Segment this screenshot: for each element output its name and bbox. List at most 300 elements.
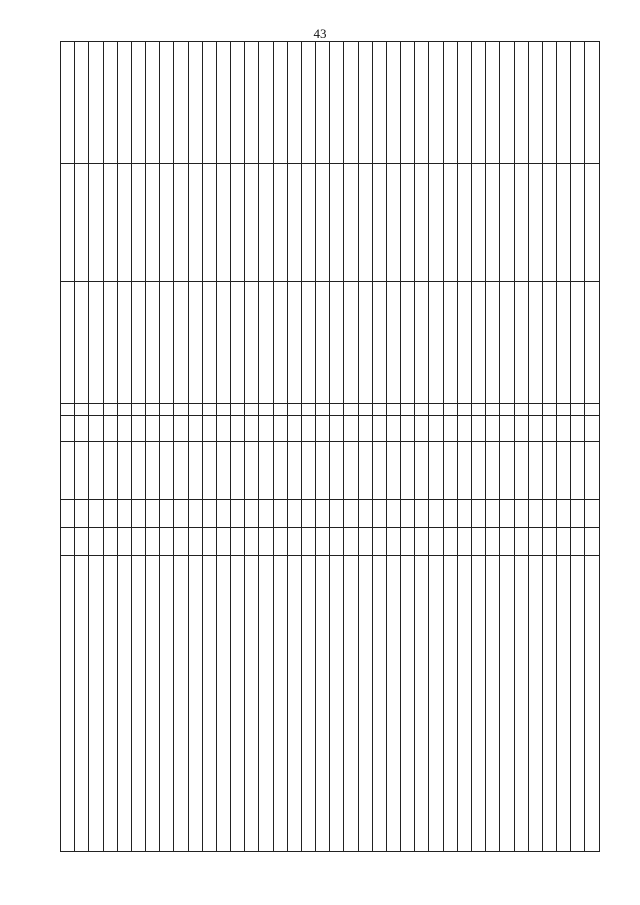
table-row (500, 42, 514, 852)
table-cell (301, 528, 315, 556)
table-row (188, 42, 202, 852)
table-cell (131, 404, 145, 416)
table-cell (386, 282, 400, 404)
table-cell (500, 404, 514, 416)
table-cell (146, 500, 160, 528)
table-row (585, 42, 600, 852)
table-cell (571, 442, 585, 500)
table-cell (372, 528, 386, 556)
table-cell (287, 416, 301, 442)
table-cell (471, 282, 485, 404)
table-cell (401, 282, 415, 404)
table-cell (557, 282, 571, 404)
table-cell (160, 282, 174, 404)
table-cell (557, 404, 571, 416)
table-cell (188, 164, 202, 282)
table-cell (75, 164, 89, 282)
table-cell (557, 528, 571, 556)
table-cell (542, 164, 556, 282)
table-cell (457, 528, 471, 556)
table-cell (160, 500, 174, 528)
table-cell (188, 416, 202, 442)
table-row (216, 42, 230, 852)
table-cell (103, 556, 117, 852)
rotated-table-container (60, 42, 600, 852)
table-cell (415, 404, 429, 416)
table-cell (330, 442, 344, 500)
table-cell (273, 500, 287, 528)
table-cell (401, 164, 415, 282)
table-cell (231, 404, 245, 416)
table-cell (301, 42, 315, 164)
table-cell (131, 500, 145, 528)
table-cell (131, 416, 145, 442)
table-cell (557, 500, 571, 528)
table-cell (245, 164, 259, 282)
table-cell (89, 282, 103, 404)
table-cell (386, 556, 400, 852)
table-row (117, 42, 131, 852)
table-cell (117, 164, 131, 282)
table-cell (89, 528, 103, 556)
table-cell (571, 416, 585, 442)
table-cell (528, 282, 542, 404)
table-cell (571, 556, 585, 852)
table-cell (514, 164, 528, 282)
table-cell (216, 442, 230, 500)
table-cell (471, 442, 485, 500)
table-cell (89, 500, 103, 528)
table-cell (89, 442, 103, 500)
table-cell (131, 528, 145, 556)
table-cell (585, 500, 600, 528)
table-cell (401, 528, 415, 556)
table-cell (443, 528, 457, 556)
table-cell (372, 556, 386, 852)
table-cell (486, 442, 500, 500)
table-cell (514, 556, 528, 852)
table-cell (471, 416, 485, 442)
table-cell (75, 556, 89, 852)
table-cell (344, 404, 358, 416)
table-cell (415, 500, 429, 528)
table-cell (287, 42, 301, 164)
table-cell (330, 416, 344, 442)
table-cell (287, 164, 301, 282)
table-cell (259, 282, 273, 404)
table-cell (372, 164, 386, 282)
table-cell (358, 416, 372, 442)
table-row (287, 42, 301, 852)
table-cell (500, 42, 514, 164)
table-cell (89, 164, 103, 282)
table-cell (457, 282, 471, 404)
table-cell (188, 500, 202, 528)
table-cell (457, 404, 471, 416)
table-cell (202, 500, 216, 528)
table-cell (117, 416, 131, 442)
table-cell (486, 282, 500, 404)
table-cell (372, 442, 386, 500)
table-cell (358, 282, 372, 404)
table-cell (301, 556, 315, 852)
table-row (89, 42, 103, 852)
table-cell (61, 42, 75, 164)
table-cell (202, 42, 216, 164)
table-cell (571, 42, 585, 164)
table-cell (500, 164, 514, 282)
table-cell (259, 42, 273, 164)
table-cell (500, 528, 514, 556)
table-cell (372, 42, 386, 164)
table-cell (231, 500, 245, 528)
table-cell (245, 42, 259, 164)
table-cell (344, 416, 358, 442)
table-cell (500, 416, 514, 442)
table-cell (287, 500, 301, 528)
table-cell (316, 416, 330, 442)
table-cell (245, 282, 259, 404)
table-cell (557, 442, 571, 500)
table-row (146, 42, 160, 852)
table-cell (188, 282, 202, 404)
table-cell (259, 442, 273, 500)
table-cell (301, 282, 315, 404)
table-cell (231, 556, 245, 852)
table-cell (131, 442, 145, 500)
table-cell (89, 42, 103, 164)
table-cell (61, 282, 75, 404)
table-cell (117, 404, 131, 416)
table-cell (542, 528, 556, 556)
table-cell (358, 528, 372, 556)
table-cell (188, 404, 202, 416)
table-cell (117, 500, 131, 528)
table-cell (571, 404, 585, 416)
table-cell (330, 528, 344, 556)
table-cell (259, 556, 273, 852)
table-cell (202, 528, 216, 556)
table-cell (259, 164, 273, 282)
table-cell (103, 442, 117, 500)
table-row (160, 42, 174, 852)
table-cell (146, 42, 160, 164)
table-cell (89, 556, 103, 852)
table-cell (301, 416, 315, 442)
budget-table (60, 41, 600, 852)
table-cell (273, 528, 287, 556)
table-cell (146, 164, 160, 282)
table-cell (117, 282, 131, 404)
table-cell (429, 416, 443, 442)
table-cell (231, 528, 245, 556)
table-cell (443, 282, 457, 404)
table-cell (429, 42, 443, 164)
table-cell (401, 404, 415, 416)
table-cell (514, 442, 528, 500)
table-cell (500, 442, 514, 500)
table-cell (61, 528, 75, 556)
table-cell (245, 442, 259, 500)
table-row (330, 42, 344, 852)
table-cell (415, 42, 429, 164)
table-row (443, 42, 457, 852)
table-cell (174, 442, 188, 500)
table-cell (89, 416, 103, 442)
table-cell (202, 404, 216, 416)
table-cell (358, 556, 372, 852)
table-cell (75, 416, 89, 442)
table-cell (443, 416, 457, 442)
table-row (514, 42, 528, 852)
table-cell (386, 442, 400, 500)
table-cell (401, 442, 415, 500)
table-cell (486, 416, 500, 442)
table-cell (75, 442, 89, 500)
table-cell (386, 404, 400, 416)
table-cell (61, 500, 75, 528)
table-cell (103, 416, 117, 442)
table-cell (542, 282, 556, 404)
table-cell (528, 528, 542, 556)
table-cell (542, 404, 556, 416)
table-cell (386, 500, 400, 528)
table-cell (585, 556, 600, 852)
table-cell (316, 500, 330, 528)
table-cell (471, 164, 485, 282)
table-cell (316, 282, 330, 404)
table-cell (245, 416, 259, 442)
table-cell (344, 282, 358, 404)
table-cell (216, 416, 230, 442)
table-cell (103, 42, 117, 164)
table-cell (287, 556, 301, 852)
table-cell (61, 404, 75, 416)
table-cell (202, 282, 216, 404)
table-cell (514, 416, 528, 442)
table-cell (542, 442, 556, 500)
table-cell (358, 500, 372, 528)
table-cell (188, 42, 202, 164)
table-cell (216, 164, 230, 282)
table-cell (514, 404, 528, 416)
table-cell (571, 500, 585, 528)
table-cell (528, 416, 542, 442)
table-cell (542, 416, 556, 442)
table-cell (372, 404, 386, 416)
table-cell (316, 556, 330, 852)
table-cell (557, 416, 571, 442)
table-cell (415, 556, 429, 852)
table-cell (245, 556, 259, 852)
table-cell (146, 442, 160, 500)
table-cell (146, 282, 160, 404)
table-cell (316, 528, 330, 556)
table-cell (344, 442, 358, 500)
table-cell (287, 282, 301, 404)
table-cell (344, 556, 358, 852)
table-cell (528, 556, 542, 852)
table-cell (75, 404, 89, 416)
table-cell (75, 42, 89, 164)
table-cell (443, 442, 457, 500)
table-cell (471, 528, 485, 556)
table-cell (216, 500, 230, 528)
table-cell (61, 416, 75, 442)
table-cell (542, 42, 556, 164)
table-cell (231, 42, 245, 164)
table-cell (231, 416, 245, 442)
table-cell (514, 528, 528, 556)
table-row (273, 42, 287, 852)
table-row (401, 42, 415, 852)
table-cell (287, 404, 301, 416)
table-cell (89, 404, 103, 416)
table-cell (273, 556, 287, 852)
table-cell (372, 416, 386, 442)
table-cell (174, 282, 188, 404)
table-cell (117, 556, 131, 852)
table-cell (330, 500, 344, 528)
table-cell (174, 42, 188, 164)
table-cell (528, 442, 542, 500)
table-cell (528, 42, 542, 164)
table-cell (174, 528, 188, 556)
table-cell (344, 164, 358, 282)
table-row (231, 42, 245, 852)
table-cell (330, 42, 344, 164)
table-cell (75, 282, 89, 404)
table-cell (528, 404, 542, 416)
table-cell (75, 528, 89, 556)
table-cell (316, 404, 330, 416)
table-row (316, 42, 330, 852)
table-cell (358, 42, 372, 164)
table-cell (358, 442, 372, 500)
table-cell (358, 404, 372, 416)
table-cell (174, 416, 188, 442)
table-row (471, 42, 485, 852)
table-cell (202, 416, 216, 442)
table-cell (330, 556, 344, 852)
table-cell (259, 500, 273, 528)
table-cell (146, 416, 160, 442)
table-cell (146, 528, 160, 556)
table-cell (174, 164, 188, 282)
table-cell (316, 42, 330, 164)
table-cell (301, 164, 315, 282)
table-cell (585, 282, 600, 404)
table-cell (557, 556, 571, 852)
table-cell (415, 416, 429, 442)
table-cell (301, 442, 315, 500)
table-cell (471, 42, 485, 164)
table-cell (103, 500, 117, 528)
table-cell (386, 164, 400, 282)
table-cell (245, 500, 259, 528)
table-cell (146, 556, 160, 852)
table-cell (457, 164, 471, 282)
table-row (103, 42, 117, 852)
table-cell (174, 556, 188, 852)
table-cell (585, 164, 600, 282)
table-cell (557, 42, 571, 164)
table-row (486, 42, 500, 852)
table-cell (273, 416, 287, 442)
table-cell (160, 416, 174, 442)
table-row (245, 42, 259, 852)
table-cell (231, 442, 245, 500)
table-cell (273, 164, 287, 282)
table-cell (231, 282, 245, 404)
table-cell (117, 42, 131, 164)
table-cell (429, 164, 443, 282)
table-cell (415, 528, 429, 556)
table-cell (415, 442, 429, 500)
table-cell (557, 164, 571, 282)
table-cell (585, 442, 600, 500)
table-cell (514, 500, 528, 528)
table-cell (146, 404, 160, 416)
table-cell (457, 556, 471, 852)
table-cell (216, 282, 230, 404)
table-cell (500, 282, 514, 404)
table-row (542, 42, 556, 852)
table-cell (344, 500, 358, 528)
table-cell (160, 442, 174, 500)
table-cell (75, 500, 89, 528)
table-cell (160, 404, 174, 416)
table-row (457, 42, 471, 852)
table-cell (160, 556, 174, 852)
table-cell (245, 528, 259, 556)
table-cell (542, 500, 556, 528)
table-row (202, 42, 216, 852)
table-cell (301, 500, 315, 528)
table-cell (443, 404, 457, 416)
table-cell (528, 164, 542, 282)
table-cell (202, 556, 216, 852)
table-row (61, 42, 75, 852)
table-cell (471, 404, 485, 416)
table-cell (372, 500, 386, 528)
table-cell (61, 556, 75, 852)
table-cell (386, 416, 400, 442)
table-cell (443, 500, 457, 528)
table-cell (330, 164, 344, 282)
table-cell (216, 404, 230, 416)
table-cell (188, 556, 202, 852)
table-cell (273, 442, 287, 500)
table-cell (287, 442, 301, 500)
table-cell (571, 164, 585, 282)
table-cell (500, 556, 514, 852)
table-cell (429, 282, 443, 404)
table-cell (386, 42, 400, 164)
table-cell (259, 416, 273, 442)
table-row (571, 42, 585, 852)
table-cell (103, 164, 117, 282)
table-cell (514, 282, 528, 404)
table-cell (585, 42, 600, 164)
table-cell (316, 442, 330, 500)
table-cell (174, 404, 188, 416)
table-row (301, 42, 315, 852)
table-cell (429, 500, 443, 528)
table-cell (273, 42, 287, 164)
table-cell (216, 528, 230, 556)
table-cell (457, 416, 471, 442)
